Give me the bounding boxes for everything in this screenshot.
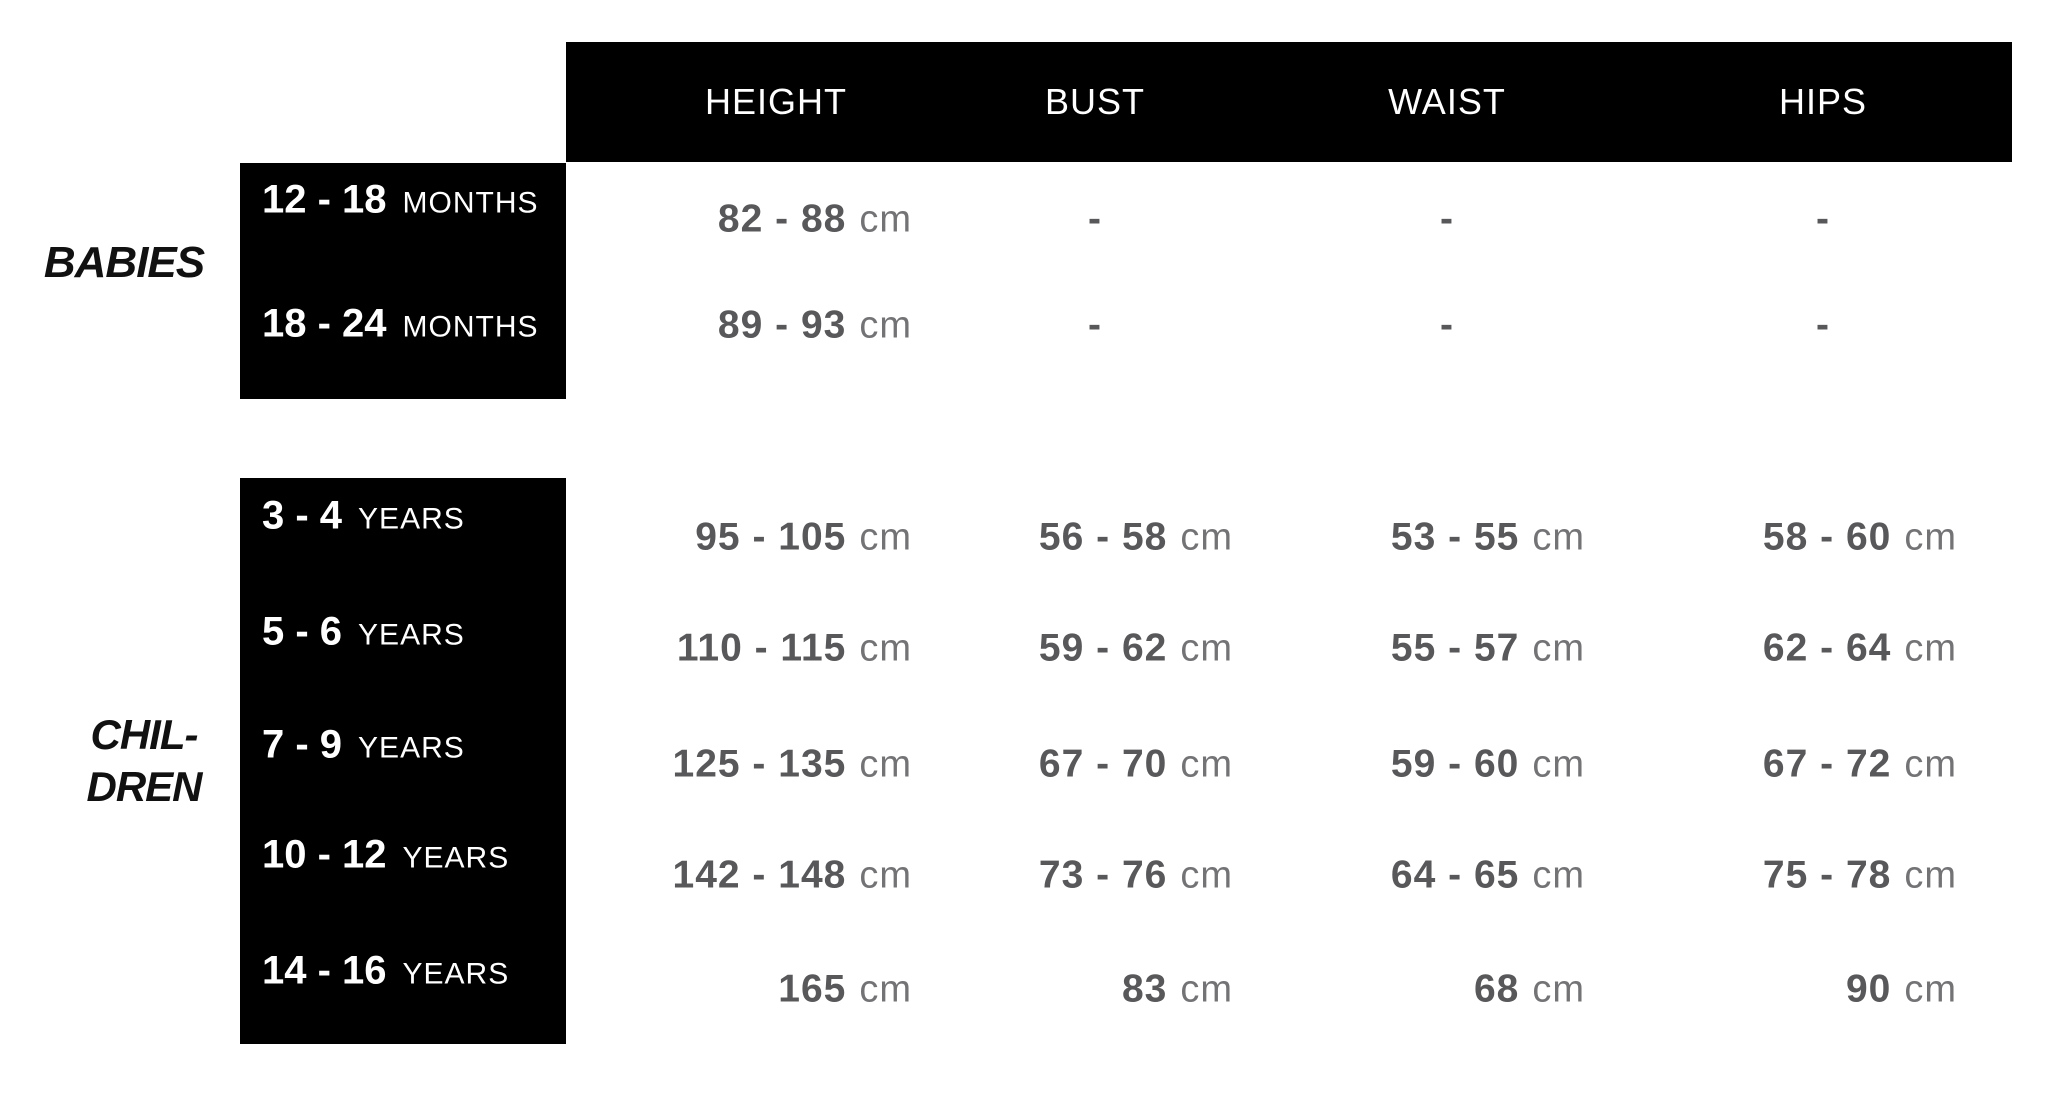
age-range: 14 - 16 xyxy=(262,948,387,993)
cell-bust xyxy=(1038,742,1233,786)
cell-waist xyxy=(1390,853,1585,897)
group-label-children xyxy=(86,709,201,813)
cell-value: 68 xyxy=(1473,967,1520,1011)
group-label-children-line2: DREN xyxy=(86,763,202,810)
cell-unit: cm xyxy=(1532,854,1585,897)
cell-value: 55 - 57 xyxy=(1390,626,1520,670)
age-unit: YEARS xyxy=(358,618,465,652)
cell-unit: cm xyxy=(1532,743,1585,786)
age-row-7-9-years xyxy=(262,723,465,768)
cell-bust xyxy=(1088,197,1102,241)
cell-bust xyxy=(1038,626,1233,670)
cell-unit: cm xyxy=(1904,743,1957,786)
column-header-hips: HIPS xyxy=(1778,81,1868,122)
cell-hips xyxy=(1816,197,1830,241)
cell-waist xyxy=(1473,967,1585,1011)
cell-unit: cm xyxy=(859,516,912,559)
group-label-children-line1: CHIL- xyxy=(90,711,198,758)
cell-value: 56 - 58 xyxy=(1038,515,1168,559)
age-row-10-12-years xyxy=(262,833,509,878)
cell-unit: cm xyxy=(1180,627,1233,670)
age-unit: MONTHS xyxy=(402,310,539,344)
cell-value: 62 - 64 xyxy=(1762,626,1892,670)
age-unit: MONTHS xyxy=(402,186,539,220)
cell-hips xyxy=(1762,626,1957,670)
column-header-bust: BUST xyxy=(1044,81,1146,122)
cell-unit: cm xyxy=(1532,516,1585,559)
cell-value: - xyxy=(1440,303,1454,347)
cell-value: 82 - 88 xyxy=(717,197,847,241)
cell-height xyxy=(672,853,912,897)
cell-bust xyxy=(1038,515,1233,559)
cell-value: 59 - 62 xyxy=(1038,626,1168,670)
age-unit: YEARS xyxy=(358,502,465,536)
cell-hips xyxy=(1762,515,1957,559)
cell-value: 95 - 105 xyxy=(695,515,847,559)
cell-height xyxy=(717,197,912,241)
age-row-3-4-years xyxy=(262,494,465,539)
cell-unit: cm xyxy=(859,304,912,347)
cell-height xyxy=(717,303,912,347)
cell-value: 58 - 60 xyxy=(1762,515,1892,559)
cell-value: 67 - 72 xyxy=(1762,742,1892,786)
cell-bust xyxy=(1121,967,1233,1011)
table-header-bar xyxy=(566,42,2012,162)
cell-waist xyxy=(1390,515,1585,559)
cell-unit: cm xyxy=(1904,854,1957,897)
age-range: 7 - 9 xyxy=(262,722,343,767)
cell-hips xyxy=(1845,967,1957,1011)
cell-unit: cm xyxy=(1180,743,1233,786)
cell-value: 75 - 78 xyxy=(1762,853,1892,897)
cell-value: 64 - 65 xyxy=(1390,853,1520,897)
age-row-12-18-months xyxy=(262,178,539,223)
cell-bust xyxy=(1038,853,1233,897)
cell-unit: cm xyxy=(1904,627,1957,670)
age-range: 5 - 6 xyxy=(262,609,343,654)
cell-value: - xyxy=(1816,303,1830,347)
age-range: 12 - 18 xyxy=(262,177,387,222)
age-row-5-6-years xyxy=(262,610,465,655)
age-unit: YEARS xyxy=(402,841,510,875)
age-row-18-24-months xyxy=(262,302,539,347)
cell-height xyxy=(672,742,912,786)
cell-waist xyxy=(1440,197,1454,241)
cell-unit: cm xyxy=(859,743,912,786)
cell-value: 165 xyxy=(778,967,847,1011)
cell-value: 83 xyxy=(1121,967,1168,1011)
cell-height xyxy=(676,626,912,670)
cell-value: 90 xyxy=(1845,967,1892,1011)
cell-hips xyxy=(1816,303,1830,347)
cell-value: 125 - 135 xyxy=(672,742,847,786)
cell-unit: cm xyxy=(859,854,912,897)
column-header-height: HEIGHT xyxy=(704,81,848,122)
age-range: 10 - 12 xyxy=(262,832,387,877)
cell-unit: cm xyxy=(1180,516,1233,559)
cell-unit: cm xyxy=(1904,968,1957,1011)
babies-age-box xyxy=(240,163,566,399)
cell-waist xyxy=(1390,742,1585,786)
cell-value: - xyxy=(1088,197,1102,241)
cell-waist xyxy=(1390,626,1585,670)
cell-waist xyxy=(1440,303,1454,347)
group-label-babies-text: BABIES xyxy=(43,238,205,287)
age-range: 18 - 24 xyxy=(262,301,387,346)
column-header-waist: WAIST xyxy=(1388,81,1506,122)
age-unit: YEARS xyxy=(358,731,465,765)
cell-value: 67 - 70 xyxy=(1038,742,1168,786)
cell-unit: cm xyxy=(1532,968,1585,1011)
children-age-box xyxy=(240,478,566,1044)
cell-unit: cm xyxy=(859,198,912,241)
cell-value: 142 - 148 xyxy=(672,853,847,897)
cell-unit: cm xyxy=(1532,627,1585,670)
cell-bust xyxy=(1088,303,1102,347)
cell-value: - xyxy=(1440,197,1454,241)
cell-value: 53 - 55 xyxy=(1390,515,1520,559)
cell-value: 73 - 76 xyxy=(1038,853,1168,897)
cell-value: - xyxy=(1088,303,1102,347)
cell-unit: cm xyxy=(1904,516,1957,559)
cell-height xyxy=(695,515,912,559)
age-unit: YEARS xyxy=(402,957,510,991)
age-range: 3 - 4 xyxy=(262,493,343,538)
cell-hips xyxy=(1762,742,1957,786)
cell-value: 89 - 93 xyxy=(717,303,847,347)
cell-value: - xyxy=(1816,197,1830,241)
cell-unit: cm xyxy=(1180,968,1233,1011)
cell-unit: cm xyxy=(1180,854,1233,897)
cell-hips xyxy=(1762,853,1957,897)
cell-height xyxy=(778,967,912,1011)
cell-unit: cm xyxy=(859,968,912,1011)
cell-value: 59 - 60 xyxy=(1390,742,1520,786)
cell-value: 110 - 115 xyxy=(676,626,847,670)
cell-unit: cm xyxy=(859,627,912,670)
group-label-babies xyxy=(44,238,204,288)
age-row-14-16-years xyxy=(262,949,509,994)
